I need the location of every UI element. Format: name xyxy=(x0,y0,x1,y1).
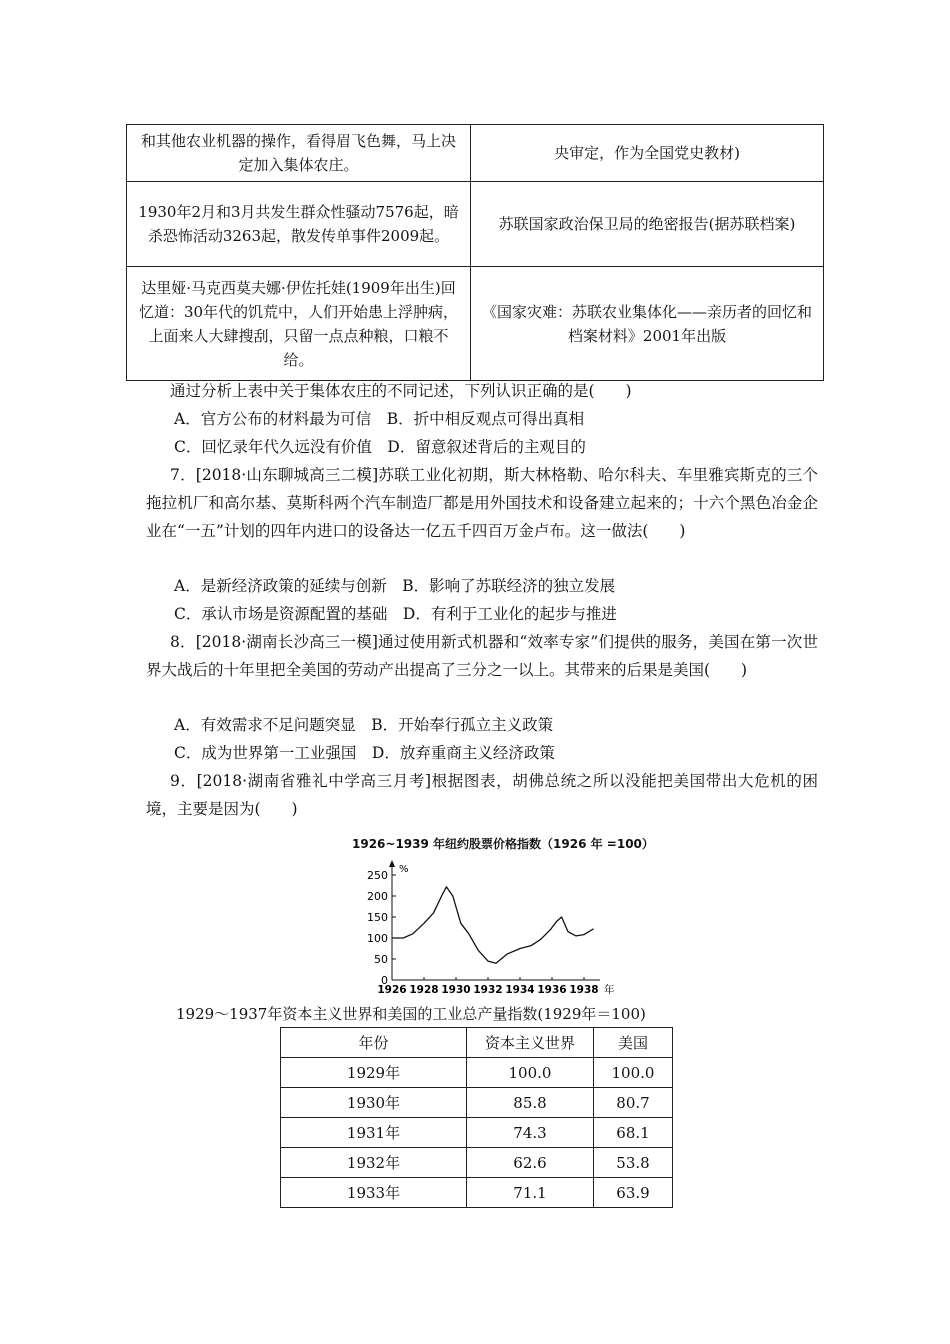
question-stem: 8．[2018·湖南长沙高三一模]通过使用新式机器和“效率专家”们提供的服务，美国在第一次世界大战后的十年里把全美国的劳动产出提高了三分之一以上。其带来的后果是美国( ) xyxy=(146,633,818,679)
x-tick-label: 1938 xyxy=(569,984,599,995)
x-tick-label: 1928 xyxy=(409,984,439,995)
header-year: 年份 xyxy=(281,1028,467,1058)
table-row xyxy=(127,267,824,381)
cell-world: 85.8 xyxy=(467,1088,594,1118)
option-d: D．有利于工业化的起步与推进 xyxy=(402,605,617,623)
cell-world: 100.0 xyxy=(467,1058,594,1088)
source-table xyxy=(126,124,824,381)
source-cell: 苏联国家政治保卫局的绝密报告(据苏联档案) xyxy=(471,182,824,267)
options-row xyxy=(174,600,617,628)
x-axis-label: 年 xyxy=(604,984,615,995)
question-6 xyxy=(146,377,818,405)
table-row xyxy=(127,125,824,182)
cell-usa: 53.8 xyxy=(594,1148,673,1178)
option-b: B．开始奉行孤立主义政策 xyxy=(371,716,554,734)
cell-usa: 100.0 xyxy=(594,1058,673,1088)
cell-year: 1930年 xyxy=(281,1088,467,1118)
option-c: C．成为世界第一工业强国 xyxy=(174,744,357,762)
options-row xyxy=(174,572,615,600)
cell-year: 1933年 xyxy=(281,1178,467,1208)
cell-usa: 63.9 xyxy=(594,1178,673,1208)
x-tick-label: 1932 xyxy=(473,984,503,995)
y-tick-label: 250 xyxy=(367,869,388,882)
question-stem: 9．[2018·湖南省雅礼中学高三月考]根据图表，胡佛总统之所以没能把美国带出大危机的困境，主要是因为( ) xyxy=(146,772,818,818)
y-tick-label: 50 xyxy=(374,953,388,966)
cell-world: 62.6 xyxy=(467,1148,594,1178)
options-row xyxy=(174,711,553,739)
table-row xyxy=(281,1088,673,1118)
cell-year: 1932年 xyxy=(281,1148,467,1178)
cell-year: 1929年 xyxy=(281,1058,467,1088)
header-usa: 美国 xyxy=(594,1028,673,1058)
source-cell: 《国家灾难：苏联农业集体化——亲历者的回忆和档案材料》2001年出版 xyxy=(471,267,824,381)
options-row xyxy=(174,433,586,461)
question-stem: 7．[2018·山东聊城高三二模]苏联工业化初期，斯大林格勒、哈尔科夫、车里雅宾斯克的三个拖拉机厂和高尔基、莫斯科两个汽车制造厂都是用外国技术和设备建立起来的；十六个黑色冶金企业在“一五”计划的四年内进口的设备达一亿五千四百万金卢布。这一做法( ) xyxy=(146,466,818,540)
x-tick-label: 1930 xyxy=(441,984,471,995)
table-header-row xyxy=(281,1028,673,1058)
x-tick-label: 1926 xyxy=(377,984,407,995)
cell-world: 74.3 xyxy=(467,1118,594,1148)
option-a: A．有效需求不足问题突显 xyxy=(174,716,356,734)
option-c: C．回忆录年代久远没有价值 xyxy=(174,438,372,456)
account-cell: 达里娅·马克西莫夫娜·伊佐托娃(1909年出生)回忆道：30年代的饥荒中，人们开始患上浮肿病，上面来人大肆搜刮，只留一点点种粮，口粮不给。 xyxy=(127,267,471,381)
x-tick-label: 1936 xyxy=(537,984,567,995)
question-9 xyxy=(146,767,818,823)
option-a: A．是新经济政策的延续与创新 xyxy=(174,577,387,595)
y-tick-label: 200 xyxy=(367,890,388,903)
y-tick-label: 0 xyxy=(381,974,388,987)
table-row xyxy=(127,182,824,267)
cell-world: 71.1 xyxy=(467,1178,594,1208)
stock-index-line xyxy=(392,887,594,963)
x-tick-label: 1934 xyxy=(505,984,535,995)
y-tick-label: 150 xyxy=(367,911,388,924)
y-axis-label: % xyxy=(399,864,409,875)
options-row xyxy=(174,739,555,767)
cell-usa: 68.1 xyxy=(594,1118,673,1148)
option-d: D．留意叙述背后的主观目的 xyxy=(387,438,586,456)
options-row xyxy=(174,405,584,433)
y-tick-label: 100 xyxy=(367,932,388,945)
question-7 xyxy=(146,461,818,545)
account-cell: 1930年2月和3月共发生群众性骚动7576起，暗杀恐怖活动3263起，散发传单事件2009起。 xyxy=(127,182,471,267)
cell-year: 1931年 xyxy=(281,1118,467,1148)
header-capitalist-world: 资本主义世界 xyxy=(467,1028,594,1058)
account-cell: 和其他农业机器的操作，看得眉飞色舞，马上决定加入集体农庄。 xyxy=(127,125,471,182)
table-row xyxy=(281,1148,673,1178)
question-stem: 通过分析上表中关于集体农庄的不同记述，下列认识正确的是( ) xyxy=(170,382,632,400)
y-axis-arrow xyxy=(389,860,395,867)
question-8 xyxy=(146,628,818,684)
option-a: A．官方公布的材料最为可信 xyxy=(174,410,372,428)
table-caption: 1929～1937年资本主义世界和美国的工业总产量指数(1929年＝100) xyxy=(176,1005,646,1023)
chart-title: 1926~1939 年纽约股票价格指数（1926 年 =100） xyxy=(352,837,654,851)
stock-price-chart xyxy=(340,855,630,995)
source-cell: 央审定，作为全国党史教材) xyxy=(471,125,824,182)
option-d: D．放弃重商主义经济政策 xyxy=(371,744,555,762)
table-row xyxy=(281,1058,673,1088)
industry-table xyxy=(280,1027,673,1208)
table-row xyxy=(281,1178,673,1208)
cell-usa: 80.7 xyxy=(594,1088,673,1118)
option-b: B．影响了苏联经济的独立发展 xyxy=(402,577,616,595)
option-c: C．承认市场是资源配置的基础 xyxy=(174,605,388,623)
option-b: B．折中相反观点可得出真相 xyxy=(386,410,585,428)
table-row xyxy=(281,1118,673,1148)
